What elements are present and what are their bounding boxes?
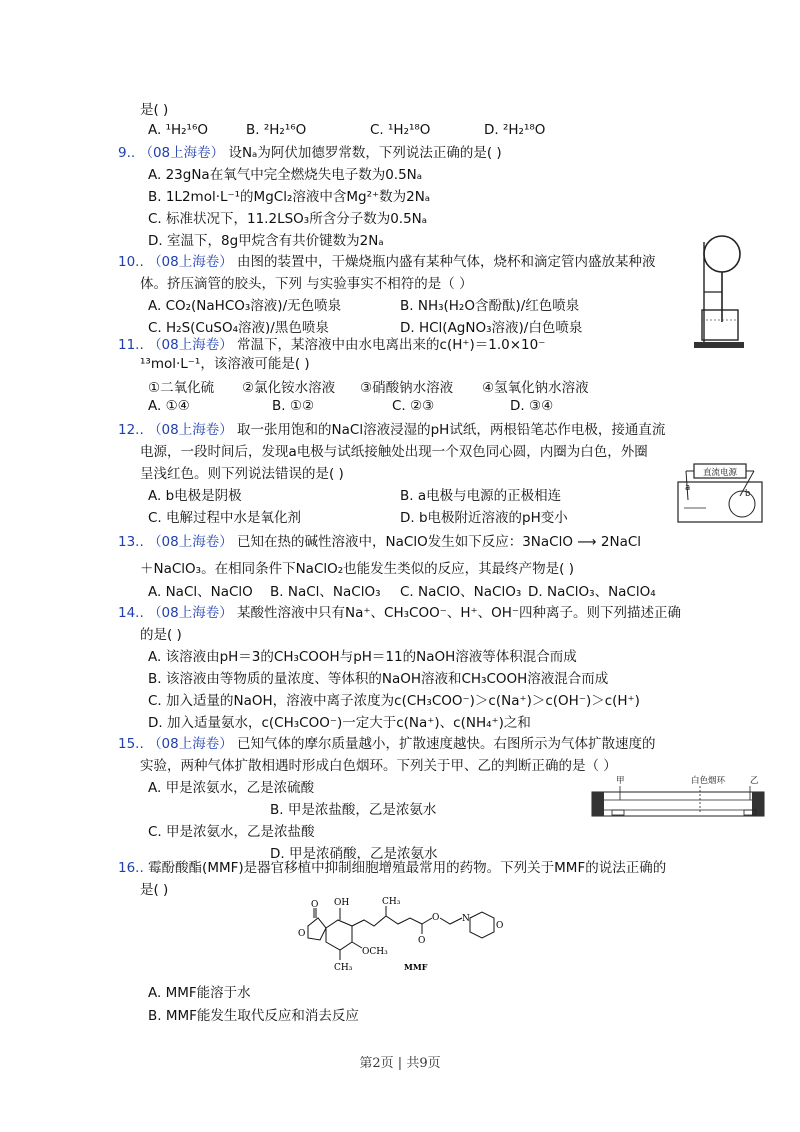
q9-option-c: C. 标准状况下，11.2LSO₃所含分子数为0.5Nₐ [148,211,428,227]
q15-fig-right-label: 乙 [750,776,759,786]
q12-electrolysis-figure [676,460,766,526]
q12-stem-line1 [118,418,665,438]
q13-option-b: B. NaCl、NaClO₃ [270,584,381,600]
q13-option-a: A. NaCl、NaClO [148,584,253,600]
q14-stem-line1 [118,601,681,621]
q13-option-d: D. NaClO₃、NaClO₄ [528,584,656,600]
q14-option-b: B. 该溶液由等物质的量浓度、等体积的NaOH溶液和CH₃COOH溶液混合而成 [148,671,609,687]
q14-text1: 某酸性溶液中只有Na⁺、CH₃COO⁻、H⁺、OH⁻四种离子。则下列描述正确 [237,605,682,621]
q16-option-a: A. MMF能溶于水 [148,985,251,1001]
q16-option-b: B. MMF能发生取代反应和消去反应 [148,1008,359,1024]
q11-choice-4: ④氢氧化钠水溶液 [482,380,589,396]
q11-choice-2: ②氯化铵水溶液 [242,380,336,396]
q9-stem [118,141,502,161]
q15-option-b: B. 甲是浓盐酸，乙是浓氨水 [270,802,437,818]
q15-fig-left-label: 甲 [616,776,625,786]
q14-stem-line2: 的是( ) [140,627,182,643]
q13-stem-line2: ＋NaClO₃。在相同条件下NaClO₂也能发生类似的反应，其最终产物是( ) [140,561,574,577]
q8-option-a: A. ¹H₂¹⁶O [148,122,209,138]
q12-text1: 取一张用饱和的NaCl溶液浸湿的pH试纸，两根铅笔芯作电极，接通直流 [237,422,666,438]
q15-option-a: A. 甲是浓氨水，乙是浓硫酸 [148,780,315,796]
q16-ester-o1: O [418,936,426,946]
q9-source: （08上海卷） [139,145,225,161]
q10-source: （08上海卷） [148,254,233,270]
q15-fig-mid-label: 白色烟环 [690,776,726,786]
q10-stem-line2: 体。挤压滴管的胶头，下列 与实验事实不相符的是（ ） [140,276,473,292]
q16-ch3-top-label: CH₃ [382,897,401,907]
q12-fig-power-label: 直流电源 [702,468,738,478]
q16-morph-o: O [496,921,504,931]
q8-option-d: D. ²H₂¹⁸O [484,122,546,138]
q8-stem: 是( ) [140,102,169,118]
q14-source: （08上海卷） [148,605,233,621]
page-footer: 第2页 | 共9页 [359,1056,441,1071]
q16-mmf-structure-figure [296,896,526,976]
q14-option-a: A. 该溶液由pH＝3的CH₃COOH与pH＝11的NaOH溶液等体积混合而成 [148,649,577,665]
q12-fig-b: b [745,489,751,499]
q12-option-a: A. b电极是阴极 [148,488,242,504]
q10-option-b: B. NH₃(H₂O含酚酞)/红色喷泉 [400,298,580,314]
q9-option-b: B. 1L2mol·L⁻¹的MgCl₂溶液中含Mg²⁺数为2Nₐ [148,189,431,205]
q16-number: 16.. [118,860,144,876]
q11-stem-line1 [118,333,545,353]
q12-fig-a: a [685,483,691,493]
q13-source: （08上海卷） [148,534,233,550]
q16-stem-line1 [118,856,666,876]
q8-option-b: B. ²H₂¹⁶O [246,122,307,138]
q14-option-c: C. 加入适量的NaOH，溶液中离子浓度为c(CH₃COO⁻)＞c(Na⁺)＞c(OH⁻)＞c(H⁺) [148,693,640,709]
q15-text1: 已知气体的摩尔质量越小，扩散速度越快。右图所示为气体扩散速度的 [237,736,656,752]
q16-mmf-name: MMF [404,962,428,972]
q15-source: （08上海卷） [148,736,233,752]
q13-number: 13.. [118,534,144,550]
q13-text1: 已知在热的碱性溶液中，NaClO发生如下反应：3NaClO ⟶ 2NaCl [237,534,642,550]
q15-stem-line1 [118,732,656,752]
q16-ring-o: O [298,929,306,939]
q9-number: 9.. [118,145,136,161]
q12-stem-line3: 呈浅红色。则下列说法错误的是( ) [140,466,344,482]
q16-text1: 霉酚酸酯(MMF)是器官移植中抑制细胞增殖最常用的药物。下列关于MMF的说法正确的 [148,860,667,876]
q15-option-c: C. 甲是浓氨水，乙是浓盐酸 [148,824,315,840]
q10-fountain-apparatus-figure [690,232,750,354]
q10-stem-line1 [118,250,656,270]
q16-och3-label: OCH₃ [362,947,388,957]
q10-number: 10.. [118,254,144,270]
q15-option-d: D. 甲是浓硝酸，乙是浓氨水 [270,846,438,862]
q9-text: 设Nₐ为阿伏加德罗常数，下列说法正确的是( ) [228,145,502,161]
q11-option-a: A. ①④ [148,398,190,414]
q16-n-label: N [462,914,470,924]
q11-choice-3: ③硝酸钠水溶液 [360,380,454,396]
q11-option-c: C. ②③ [392,398,435,414]
q16-ester-o2: O [432,913,440,923]
q9-option-a: A. 23gNa在氧气中完全燃烧失电子数为0.5Nₐ [148,167,423,183]
q11-number: 11.. [118,337,144,353]
q16-lactone-carbonyl-o: O [311,900,319,910]
q10-option-d: D. HCl(AgNO₃溶液)/白色喷泉 [400,320,583,336]
q11-stem-line2: ¹³mol·L⁻¹，该溶液可能是( ) [140,356,310,372]
q16-ch3-bottom-label: CH₃ [334,963,353,973]
q12-source: （08上海卷） [148,422,233,438]
q14-option-d: D. 加入适量氨水，c(CH₃COO⁻)一定大于c(Na⁺)、c(NH₄⁺)之和 [148,715,531,731]
q10-text1: 由图的装置中，干燥烧瓶内盛有某种气体，烧杯和滴定管内盛放某种液 [237,254,656,270]
q13-option-c: C. NaClO、NaClO₃ [400,584,522,600]
q12-stem-line2: 电源，一段时间后，发现a电极与试纸接触处出现一个双色同心圆，内圈为白色，外圈 [140,444,648,460]
q12-option-c: C. 电解过程中水是氧化剂 [148,510,302,526]
q11-text1: 常温下，某溶液中由水电离出来的c(H⁺)＝1.0×10⁻ [237,337,546,353]
q13-stem-line1 [118,530,641,550]
q12-option-b: B. a电极与电源的正极相连 [400,488,562,504]
q8-option-c: C. ¹H₂¹⁸O [370,122,431,138]
q11-source: （08上海卷） [148,337,233,353]
q12-option-d: D. b电极附近溶液的pH变小 [400,510,568,526]
q16-oh-label: OH [334,898,350,908]
q11-option-d: D. ③④ [510,398,554,414]
q9-option-d: D. 室温下，8g甲烷含有共价键数为2Nₐ [148,233,384,249]
q15-diffusion-tube-figure [590,772,768,822]
q10-option-c: C. H₂S(CuSO₄溶液)/黑色喷泉 [148,320,329,336]
q11-option-b: B. ①② [272,398,315,414]
q12-number: 12.. [118,422,144,438]
q15-number: 15.. [118,736,144,752]
q10-option-a: A. CO₂(NaHCO₃溶液)/无色喷泉 [148,298,342,314]
q14-number: 14.. [118,605,144,621]
q15-stem-line2: 实验，两种气体扩散相遇时形成白色烟环。下列关于甲、乙的判断正确的是（ ） [140,758,617,774]
q16-stem-line2: 是( ) [140,882,169,898]
q11-choice-1: ①二氧化硫 [148,380,215,396]
